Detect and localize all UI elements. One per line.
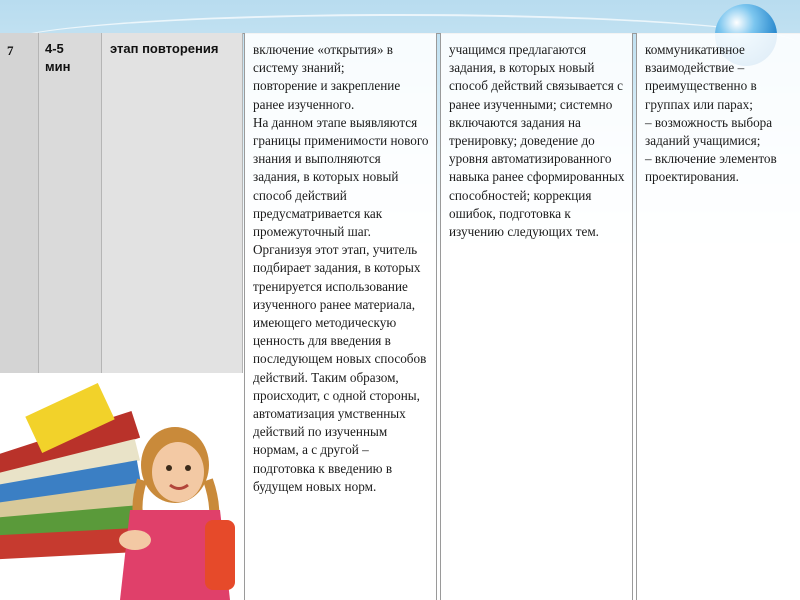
row-duration: 4-5 мин (45, 41, 71, 74)
stage-forms-text: коммуникативное взаимодействие – преимущественно в группах или парах; – возможность выбора заданий учащимися; – включение элементов проектирования. (645, 42, 777, 185)
cell-stage-content (440, 33, 633, 600)
row-number: 7 (7, 43, 14, 58)
cell-stage-goals (244, 33, 437, 600)
girl-with-books-illustration (0, 370, 240, 600)
cell-time (39, 33, 102, 373)
books-stack-icon (0, 383, 141, 560)
stage-content-text: учащимся предлагаются задания, в которых новый способ действий связывается с ранее изученными; системно включаются задания на тренировку; доведение до уровня автоматизированного навыка ранее сформированных способностей; коррекция ошибок, подготовка к изучению следующих тем. (449, 42, 625, 240)
cell-stage (102, 33, 243, 373)
cell-stage-forms (636, 33, 800, 600)
stage-goals-text: включение «открытия» в систему знаний; повторение и закрепление ранее изученного. На данном этапе выявляются границы применимости нового знания и выполняются задания, в которых новый способ действий предусматривается как промежуточный шаг. Организуя этот этап, учитель подбирает задания, в которых тренируется использование изученного ранее материала, имеющего методическую ценность для введения в последующем новых способов действий. Таким образом, происходит, с одной стороны, автоматизация умственных действий по изученным нормам, а с другой – подготовка к введению в будущем новых норм. (253, 42, 429, 494)
row-stage-title: этап повторения (110, 41, 219, 56)
cell-number (0, 33, 39, 373)
